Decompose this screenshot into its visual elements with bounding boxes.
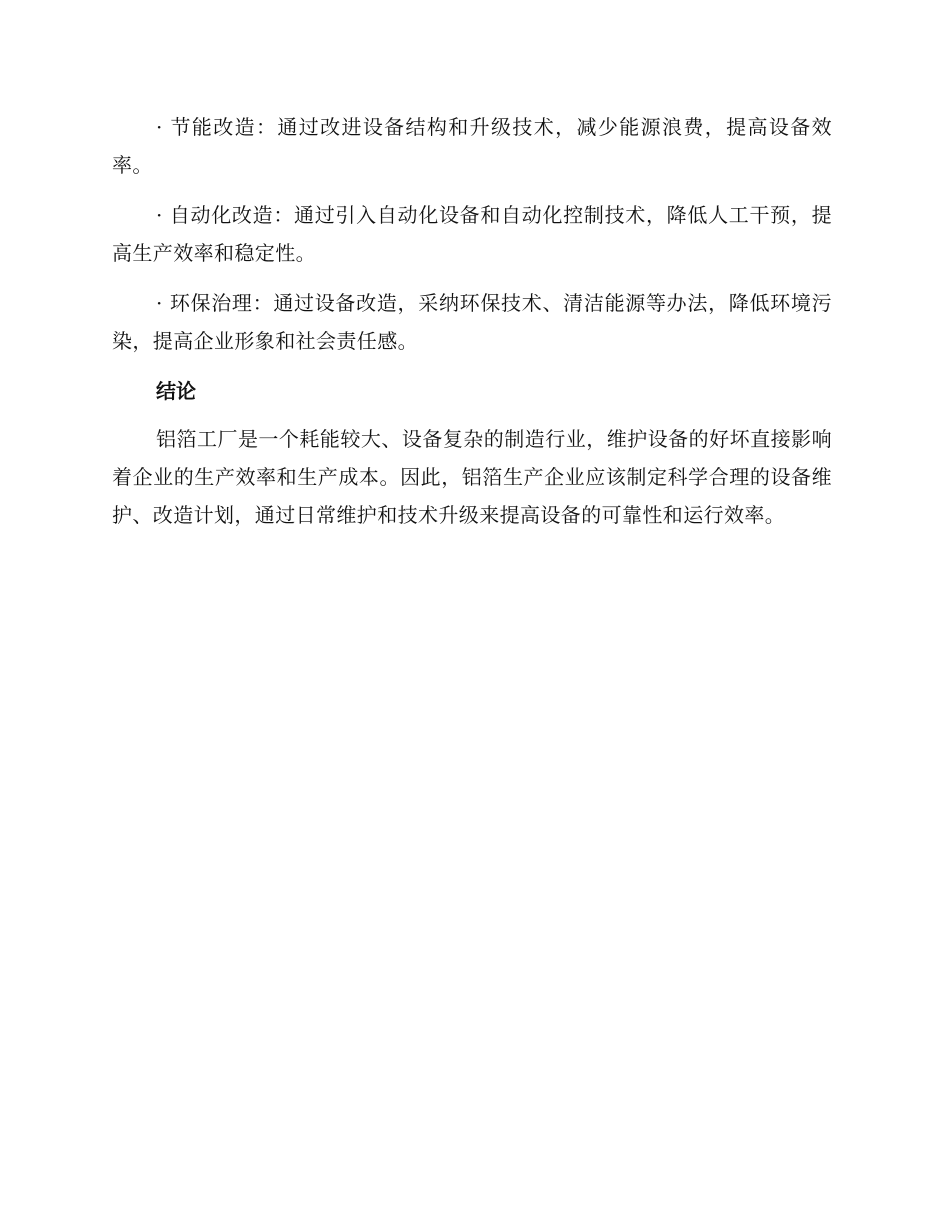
bullet-energy-saving: · 节能改造：通过改进设备结构和升级技术，减少能源浪费，提高设备效率。 — [112, 115, 832, 177]
bullet-automation: · 自动化改造：通过引入自动化设备和自动化控制技术，降低人工干预，提高生产效率和稳定性。 — [112, 203, 832, 265]
conclusion-paragraph: 铝箔工厂是一个耗能较大、设备复杂的制造行业，维护设备的好坏直接影响着企业的生产效率和生产成本。因此，铝箔生产企业应该制定科学合理的设备维护、改造计划，通过日常维护和技术升级来提高设备的可靠性和运行效率。 — [112, 427, 832, 527]
section-heading-conclusion: 结论 — [156, 379, 196, 403]
document-body — [112, 108, 832, 534]
bullet-environmental: · 环保治理：通过设备改造，采纳环保技术、清洁能源等办法，降低环境污染，提高企业形象和社会责任感。 — [112, 291, 832, 353]
